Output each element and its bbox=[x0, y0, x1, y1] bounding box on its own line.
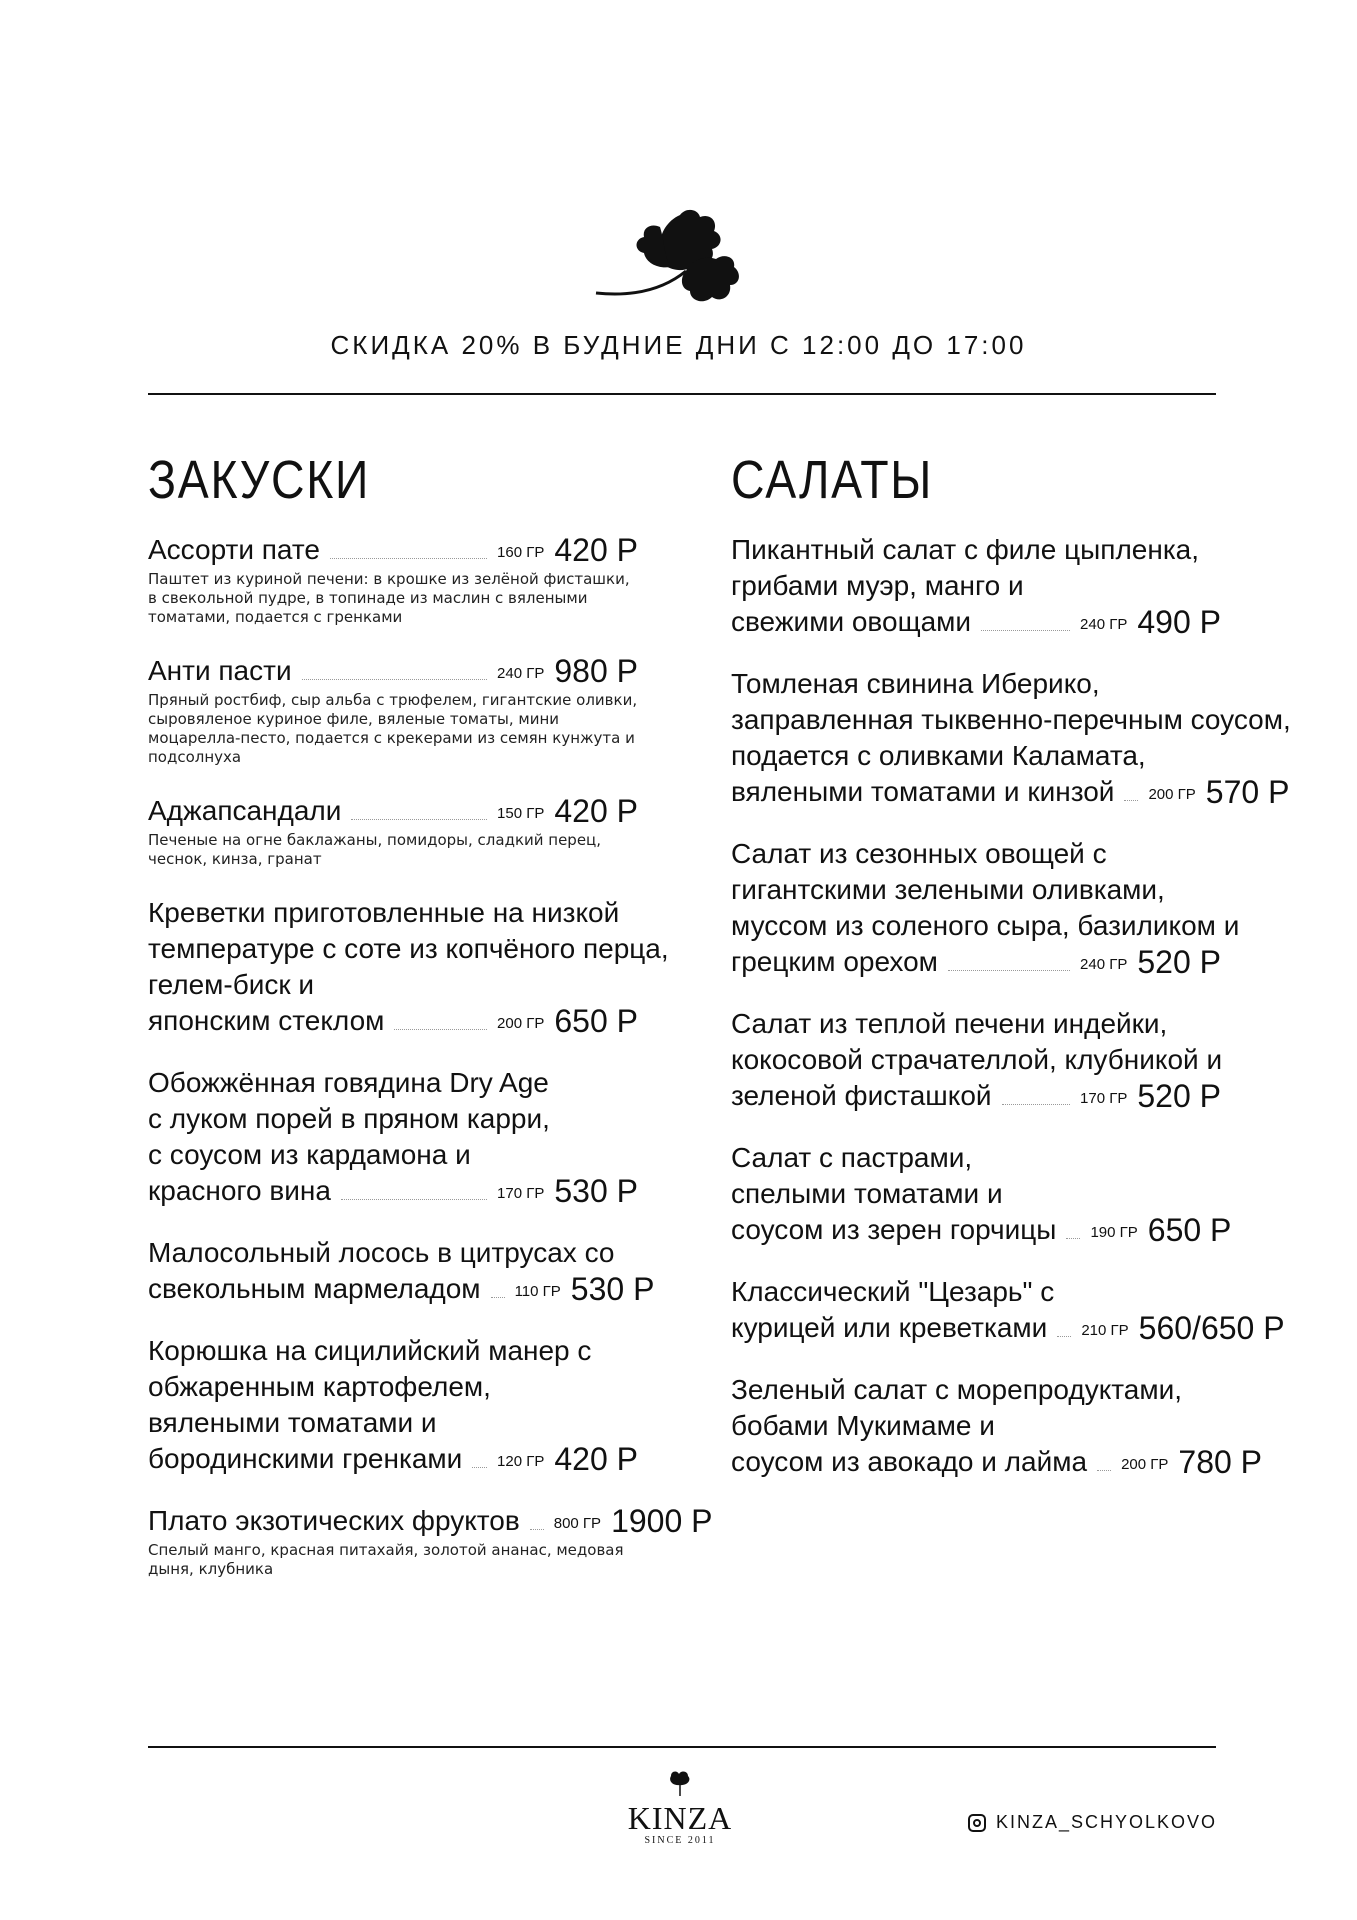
dish-price-row bbox=[731, 1310, 1285, 1346]
dish-weight: 240 ГР bbox=[497, 665, 545, 682]
dot-leader bbox=[1002, 1104, 1071, 1105]
dish-name-line: Малосольный лосось в цитрусах со bbox=[148, 1237, 615, 1268]
dish-name-line: гелем-биск и bbox=[148, 969, 315, 1000]
dish-weight: 200 ГР bbox=[1148, 786, 1196, 803]
dish-name: соусом из зерен горчицы bbox=[731, 1214, 1057, 1245]
dish-name-line: Салат с пастрами, bbox=[731, 1142, 973, 1173]
dish-name-line: спелыми томатами и bbox=[731, 1178, 1003, 1209]
menu-list bbox=[148, 532, 713, 1579]
dish-weight: 240 ГР bbox=[1080, 956, 1128, 973]
menu-item bbox=[731, 836, 1240, 980]
dish-price: 650 Р bbox=[1147, 1212, 1232, 1248]
dish-price: 420 Р bbox=[554, 532, 638, 568]
menu-item bbox=[731, 532, 1221, 640]
menu-item bbox=[731, 1140, 1232, 1248]
dish-name-line: Пикантный салат с филе цыпленка, bbox=[731, 534, 1200, 565]
dish-weight: 120 ГР bbox=[497, 1453, 545, 1470]
dish-price: 650 Р bbox=[554, 1003, 638, 1039]
dish-weight: 170 ГР bbox=[1080, 1090, 1128, 1107]
menu-item bbox=[148, 1333, 638, 1477]
menu-item bbox=[148, 1503, 713, 1579]
dish-name-line: заправленная тыквенно-перечным соусом, bbox=[731, 704, 1291, 735]
dish-price: 530 Р bbox=[570, 1271, 655, 1307]
dish-price: 570 Р bbox=[1205, 774, 1290, 810]
dish-price-row bbox=[731, 604, 1221, 640]
dish-weight: 110 ГР bbox=[514, 1283, 561, 1300]
dish-price: 530 Р bbox=[554, 1173, 638, 1209]
instagram-icon bbox=[968, 1814, 986, 1832]
menu-item bbox=[731, 666, 1291, 810]
dish-name-line: Салат из сезонных овощей с bbox=[731, 838, 1107, 869]
dish-name-line: Креветки приготовленные на низкой bbox=[148, 897, 620, 928]
section-zakuski bbox=[148, 450, 713, 1605]
dish-name: японским стеклом bbox=[148, 1005, 385, 1036]
dot-leader bbox=[1097, 1470, 1111, 1471]
dish-price: 560/650 Р bbox=[1138, 1310, 1285, 1346]
dish-weight: 240 ГР bbox=[1080, 616, 1128, 633]
dish-weight: 800 ГР bbox=[553, 1515, 602, 1532]
dot-leader bbox=[302, 679, 487, 680]
dish-price-row bbox=[731, 1444, 1263, 1480]
dish-weight: 150 ГР bbox=[497, 805, 545, 822]
dot-leader bbox=[981, 630, 1070, 631]
brand-since: SINCE 2011 bbox=[644, 1835, 716, 1846]
dish-weight: 170 ГР bbox=[497, 1185, 545, 1202]
dish-name-line: обжаренным картофелем, bbox=[148, 1371, 491, 1402]
dot-leader bbox=[1124, 800, 1138, 801]
menu-item bbox=[148, 895, 669, 1039]
dish-price-row bbox=[731, 1212, 1232, 1248]
dish-price-row bbox=[148, 1173, 638, 1209]
dish-name-line: бобами Мукимаме и bbox=[731, 1410, 995, 1441]
dish-price-row bbox=[148, 653, 638, 689]
dot-leader bbox=[530, 1529, 544, 1530]
dot-leader bbox=[491, 1297, 505, 1298]
menu-item bbox=[148, 653, 638, 767]
menu-item bbox=[148, 793, 638, 869]
dot-leader bbox=[394, 1029, 487, 1030]
dish-name-line: грибами муэр, манго и bbox=[731, 570, 1024, 601]
dish-price: 490 Р bbox=[1137, 604, 1221, 640]
section-title: ЗАКУСКИ bbox=[148, 450, 371, 510]
dish-name-line: вялеными томатами и bbox=[148, 1407, 437, 1438]
dish-name: бородинскими гренками bbox=[148, 1443, 463, 1474]
dish-price-row bbox=[731, 774, 1290, 810]
dish-name: вялеными томатами и кинзой bbox=[731, 776, 1115, 807]
instagram-handle: KINZA_SCHYOLKOVO bbox=[995, 1812, 1217, 1832]
dish-name: красного вина bbox=[148, 1175, 331, 1206]
dish-price-row bbox=[148, 1271, 655, 1307]
menu-item bbox=[731, 1006, 1221, 1114]
dish-name: Аджапсандали bbox=[148, 795, 342, 826]
dish-name-line: подается с оливками Каламата, bbox=[731, 740, 1146, 771]
dish-name: соусом из авокадо и лайма bbox=[731, 1446, 1088, 1477]
dot-leader bbox=[948, 970, 1070, 971]
dish-name: свежими овощами bbox=[731, 606, 972, 637]
dish-name-line: Томленая свинина Иберико, bbox=[731, 668, 1100, 699]
dish-name-line: кокосовой страчателлой, клубникой и bbox=[731, 1044, 1223, 1075]
dot-leader bbox=[1057, 1336, 1071, 1337]
menu-item bbox=[148, 532, 638, 627]
top-divider bbox=[148, 393, 1216, 395]
dish-name: Плато экзотических фруктов bbox=[148, 1505, 520, 1536]
dish-name-line: температуре с соте из копчёного перца, bbox=[148, 933, 669, 964]
bottom-divider bbox=[148, 1746, 1216, 1748]
dish-price: 980 Р bbox=[554, 653, 638, 689]
dish-price: 420 Р bbox=[554, 793, 638, 829]
dish-name: курицей или креветками bbox=[731, 1312, 1048, 1343]
dot-leader bbox=[351, 819, 487, 820]
brand-name: KINZA bbox=[627, 1800, 733, 1836]
dish-weight: 190 ГР bbox=[1090, 1224, 1138, 1241]
dot-leader bbox=[472, 1467, 487, 1468]
dish-price: 420 Р bbox=[554, 1441, 638, 1477]
dish-price-row bbox=[148, 532, 638, 568]
dish-description: Пряный ростбиф, сыр альба с трюфелем, гигантские оливки, сыровяленое куриное филе, вяленые томаты, мини моцарелла-песто, подается с крекерами из семян кунжута и подсолнуха bbox=[148, 691, 638, 766]
brand-logo bbox=[600, 1770, 760, 1846]
dish-price-row bbox=[148, 1441, 638, 1477]
dish-name-line: Корюшка на сицилийский манер с bbox=[148, 1335, 592, 1366]
section-salaty bbox=[731, 450, 1291, 1506]
dish-name-line: муссом из соленого сыра, базиликом и bbox=[731, 910, 1240, 941]
dish-name-line: Зеленый салат с морепродуктами, bbox=[731, 1374, 1183, 1405]
dish-price: 520 Р bbox=[1137, 944, 1221, 980]
promo-banner: СКИДКА 20% В БУДНИЕ ДНИ С 12:00 ДО 17:00 bbox=[330, 330, 1027, 360]
dish-name-line: гигантскими зелеными оливками, bbox=[731, 874, 1165, 905]
dish-name-line: с луком порей в пряном карри, bbox=[148, 1103, 550, 1134]
dish-price-row bbox=[148, 793, 638, 829]
dish-name-line: с соусом из кардамона и bbox=[148, 1139, 471, 1170]
dish-description: Спелый манго, красная питахайя, золотой ананас, медовая дыня, клубника bbox=[148, 1541, 624, 1578]
dish-name-line: Классический "Цезарь" с bbox=[731, 1276, 1055, 1307]
dish-price-row bbox=[148, 1503, 713, 1539]
dish-weight: 160 ГР bbox=[497, 544, 545, 561]
menu-item bbox=[731, 1372, 1263, 1480]
cilantro-leaf-icon bbox=[665, 1770, 695, 1796]
dot-leader bbox=[1066, 1238, 1080, 1239]
dish-description: Паштет из куриной печени: в крошке из зелёной фисташки, в свекольной пудре, в топинаде из маслин с вялеными томатами, подается с гренками bbox=[148, 570, 630, 626]
dish-price-row bbox=[731, 944, 1221, 980]
dish-price: 1900 Р bbox=[611, 1503, 713, 1539]
dish-description: Печеные на огне баклажаны, помидоры, сладкий перец, чеснок, кинза, гранат bbox=[148, 831, 602, 868]
dish-price-row bbox=[731, 1078, 1221, 1114]
dish-price: 520 Р bbox=[1137, 1078, 1221, 1114]
dot-leader bbox=[341, 1199, 487, 1200]
dish-weight: 200 ГР bbox=[497, 1015, 545, 1032]
dish-name-line: Салат из теплой печени индейки, bbox=[731, 1008, 1168, 1039]
dish-weight: 210 ГР bbox=[1081, 1322, 1129, 1339]
dish-name: зеленой фисташкой bbox=[731, 1080, 992, 1111]
section-title: САЛАТЫ bbox=[731, 450, 934, 510]
dot-leader bbox=[330, 558, 487, 559]
dish-name: грецким орехом bbox=[731, 946, 938, 977]
instagram-link[interactable] bbox=[968, 1812, 1217, 1833]
dish-name-line: Обожжённая говядина Dry Age bbox=[148, 1067, 549, 1098]
menu-list bbox=[731, 532, 1291, 1480]
dish-name: Анти пасти bbox=[148, 655, 292, 686]
dish-weight: 200 ГР bbox=[1121, 1456, 1169, 1473]
dish-name: свекольным мармеладом bbox=[148, 1273, 481, 1304]
dish-price-row bbox=[148, 1003, 638, 1039]
cilantro-leaf-icon bbox=[594, 205, 744, 315]
dish-name: Ассорти пате bbox=[148, 534, 320, 565]
menu-item bbox=[731, 1274, 1285, 1346]
dish-price: 780 Р bbox=[1178, 1444, 1263, 1480]
menu-item bbox=[148, 1235, 655, 1307]
menu-item bbox=[148, 1065, 638, 1209]
